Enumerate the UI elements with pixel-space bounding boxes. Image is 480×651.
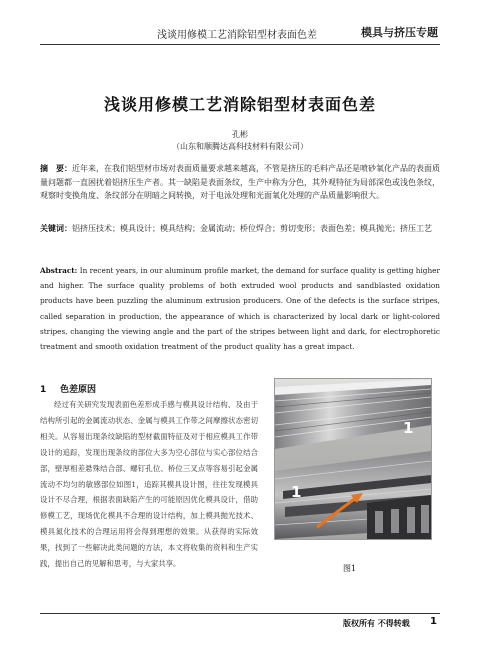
figure-caption: 图1 (343, 564, 357, 573)
running-title: 浅谈用修模工艺消除铝型材表面色差 (157, 30, 317, 41)
abstract-cn-label: 摘 要： (40, 163, 72, 173)
aluminum-profile-illustration (275, 379, 431, 539)
keywords-cn (40, 222, 440, 236)
affiliation: （山东和顺腾达高科技材料有限公司） (172, 142, 308, 151)
abstract-en-label: Abstract: (40, 266, 78, 275)
copyright-notice: 版权所有 不得转载 (343, 618, 410, 628)
abstract-cn-text: 近年来，在我们铝型材市场对表面质量要求越来越高，不管是挤压的毛料产品还是喷砂氧化产品的表面质量问题都一直困扰着铝挤压生产者。其一缺陷是表面条纹，生产中称为分色，其外观特征为局部深色或浅色条纹，观察时变换角度、条纹部分在明暗之间转换，对于电泳处理和光面氧化处理的产品质量影响很大。 (40, 164, 440, 200)
abstract-en (40, 263, 440, 354)
footer-rule (40, 613, 440, 614)
column-name: 模具与挤压专题 (361, 26, 438, 39)
author: 孔彬 (232, 130, 248, 139)
section-heading (40, 382, 96, 395)
section-number: 1 (40, 385, 47, 395)
figure-1-photo (274, 378, 432, 540)
figure-label-bottom: 1 (291, 483, 302, 501)
abstract-cn (40, 162, 440, 203)
article-title: 浅谈用修模工艺消除铝型材表面色差 (103, 95, 376, 114)
section-title: 色差原因 (60, 385, 97, 395)
figure-label-top: 1 (403, 419, 414, 437)
header-rule (40, 44, 440, 45)
page-number: 1 (430, 616, 437, 627)
abstract-en-text: In recent years, in our aluminum profile market, the demand for surface quality is getting higher and higher. The surface quality problems of both extruded wool products and sandblasted oxidation products have been puzzling the aluminum extrusion producers. One of the defects is the surface stripes, called separation in production, the appearance of which is characterized by local dark or light-colored stripes, changing the viewing angle and the part of the stripes between light and dark, for electrophoretic treatment and smooth oxidation treatment of the product quality has a great impact. (40, 266, 440, 352)
keywords-cn-text: 铝挤压技术；模具设计；模具结构；金属流动；桥位焊合；剪切变形；表面色差；模具抛光；挤压工艺 (72, 224, 432, 233)
section-body: 经过有关研究发现表面色差形成手感与模具设计结构、及由于结构所引起的金属流动状态、金属与模具工作带之间摩擦状态密切相关。从容易出现条纹缺陷的型材截面特征及对于相应模具工作带设计的追踪，发现出现条纹的部位大多为空心部位与实心部位结合部，壁厚相差悬殊结合部、螺钉孔位、桥位三叉点等容易引起金属流动不均匀的敏感部位如图1，追踪其模具设计图，往往发现模具设计不尽合理，根据表面缺陷产生的可能原因优化模具设计，借助修模工艺，现场优化模具不合理的设计结构，加上模具抛光技术、模具氮化技术的合理运用将会得到理想的效果。从获得的实际效果，找到了一些解决此类问题的方法，本文将收集的资料和生产实践，提出自己的见解和思考，与大家共享。 (40, 400, 258, 569)
keywords-cn-label: 关键词： (40, 223, 72, 233)
